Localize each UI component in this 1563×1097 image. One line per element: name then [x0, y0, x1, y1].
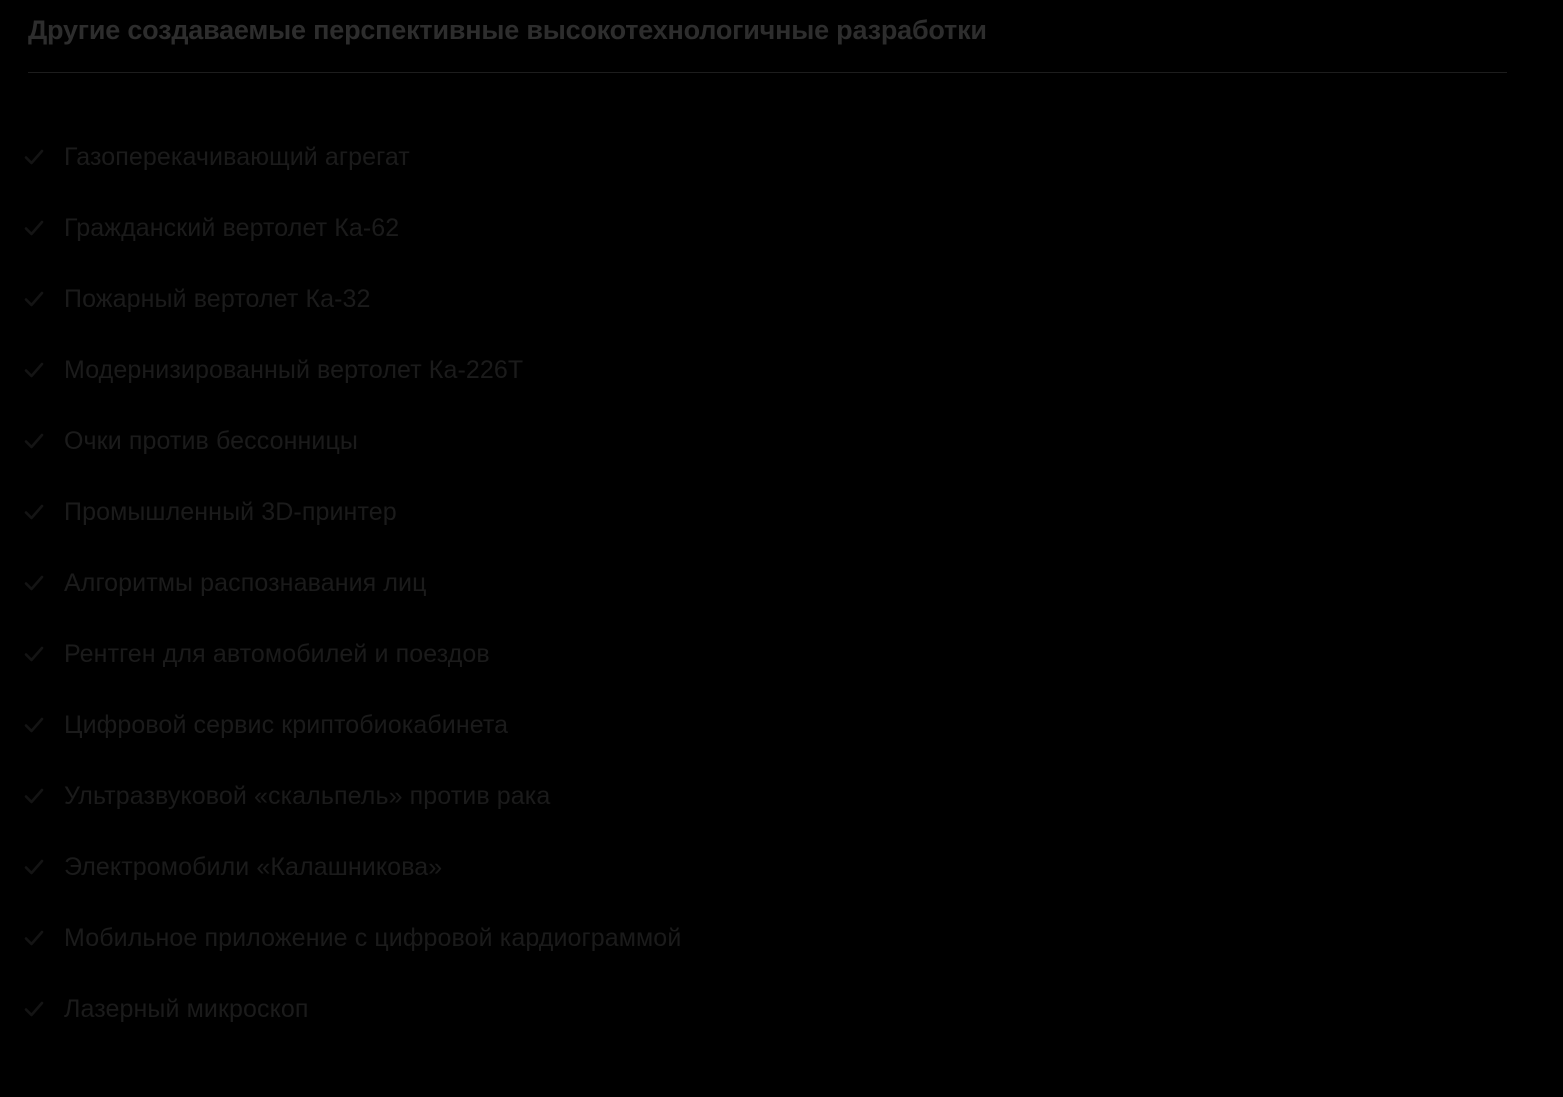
list-item: [28, 476, 1535, 547]
list-item: [28, 618, 1535, 689]
check-icon: [16, 217, 52, 239]
list-item-label: Промышленный 3D-принтер: [64, 497, 397, 526]
list-item: [28, 405, 1535, 476]
list-item-label: Гражданский вертолет Ка-62: [64, 213, 400, 242]
check-icon: [16, 572, 52, 594]
list-item: [28, 192, 1535, 263]
list-item: [28, 831, 1535, 902]
check-icon: [16, 146, 52, 168]
check-icon: [16, 430, 52, 452]
list-item: [28, 121, 1535, 192]
list-item-label: Очки против бессонницы: [64, 426, 358, 455]
list-item: [28, 263, 1535, 334]
list-item-label: Ультразвуковой «скальпель» против рака: [64, 781, 551, 810]
list-item-label: Лазерный микроскоп: [64, 994, 309, 1023]
list-item-label: Пожарный вертолет Ка-32: [64, 284, 371, 313]
list-item-label: Электромобили «Калашникова»: [64, 852, 443, 881]
list-item: [28, 547, 1535, 618]
check-icon: [16, 927, 52, 949]
check-icon: [16, 288, 52, 310]
check-icon: [16, 714, 52, 736]
list-item-label: Цифровой сервис криптобиокабинета: [64, 710, 509, 739]
check-icon: [16, 501, 52, 523]
check-icon: [16, 359, 52, 381]
developments-list: [28, 73, 1535, 1044]
list-item-label: Модернизированный вертолет Ка-226Т: [64, 355, 524, 384]
list-item: [28, 760, 1535, 831]
list-item-label: Рентген для автомобилей и поездов: [64, 639, 490, 668]
page-title: Другие создаваемые перспективные высокотехнологичные разработки: [28, 15, 987, 45]
check-icon: [16, 856, 52, 878]
list-item: [28, 689, 1535, 760]
list-item-label: Газоперекачивающий агрегат: [64, 142, 410, 171]
list-item-label: Мобильное приложение с цифровой кардиограммой: [64, 923, 682, 952]
check-icon: [16, 785, 52, 807]
list-item: [28, 973, 1535, 1044]
check-icon: [16, 998, 52, 1020]
check-icon: [16, 643, 52, 665]
list-item: [28, 902, 1535, 973]
list-item-label: Алгоритмы распознавания лиц: [64, 568, 427, 597]
list-item: [28, 334, 1535, 405]
